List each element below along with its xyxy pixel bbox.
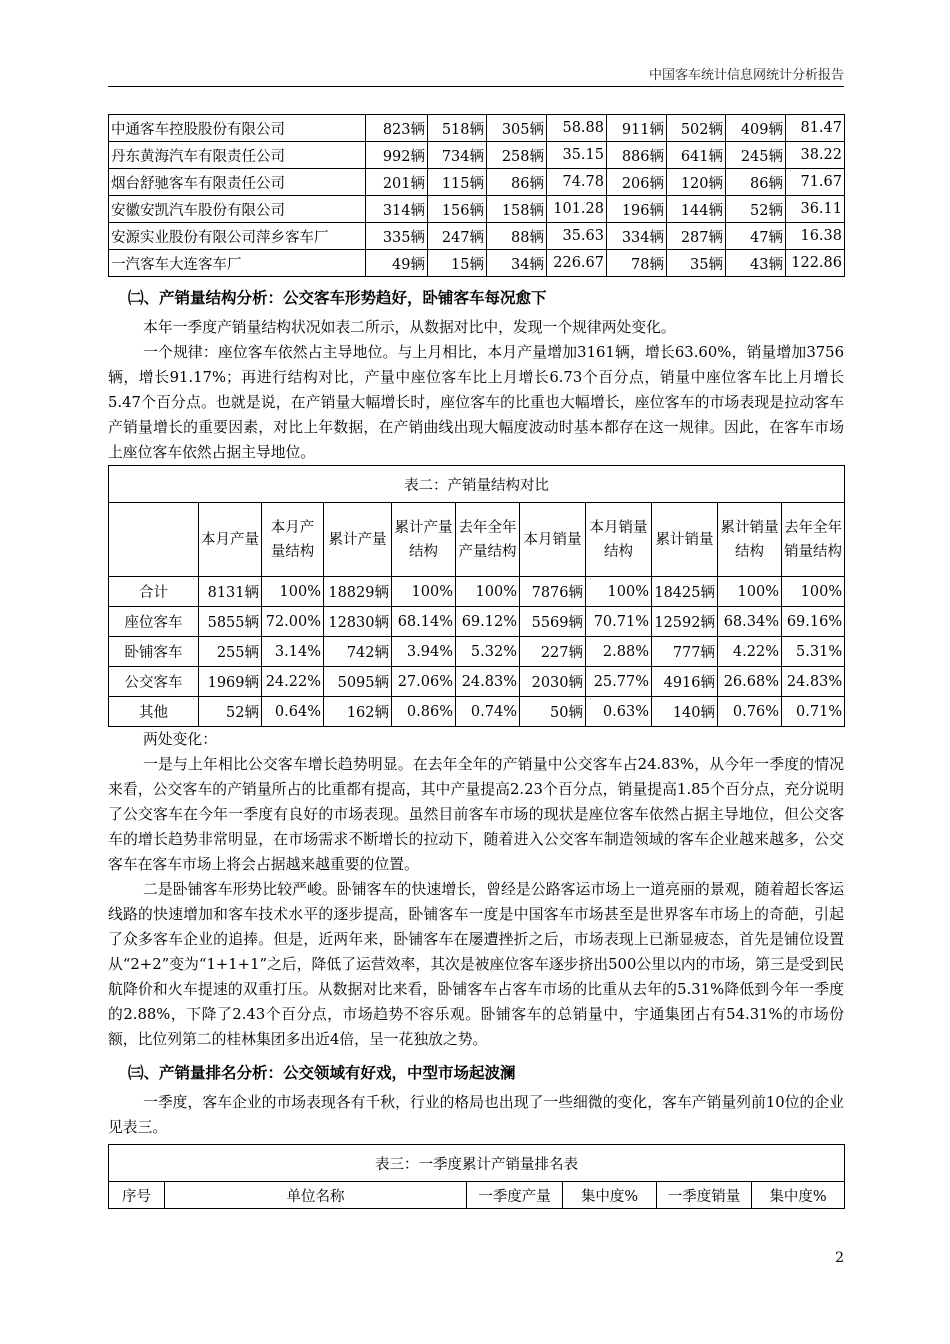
page-number: 2 [835,1250,844,1266]
value-cell: 12830辆 [324,607,392,637]
value-cell: 35.63 [547,223,607,250]
value-cell: 86辆 [487,169,547,196]
value-cell: 2.88% [586,637,652,667]
section-3-para-1: 一季度，客车企业的市场表现各有千秋，行业的格局也出现了一些细微的变化，客车产销量列前10位的企业见表三。 [108,1094,844,1136]
value-cell: 0.76% [718,697,782,727]
value-cell: 0.63% [586,697,652,727]
value-cell: 101.28 [547,196,607,223]
value-cell: 27.06% [392,667,456,697]
value-cell: 100% [456,577,520,607]
column-header: 集中度% [752,1182,845,1209]
column-header: 本月销量结构 [586,503,652,577]
value-cell: 88辆 [487,223,547,250]
column-header: 一季度销量 [657,1182,752,1209]
value-cell: 3.94% [392,637,456,667]
value-cell: 52辆 [199,697,262,727]
value-cell: 0.64% [262,697,324,727]
column-header: 本月产量 [199,503,262,577]
value-cell: 18425辆 [652,577,718,607]
value-cell: 3.14% [262,637,324,667]
value-cell: 16.38 [786,223,845,250]
value-cell: 26.68% [718,667,782,697]
table-row [109,250,845,277]
value-cell: 518辆 [428,115,487,142]
value-cell: 100% [718,577,782,607]
value-cell: 81.47 [786,115,845,142]
section-2-para-1: 本年一季度产销量结构状况如表二所示，从数据对比中，发现一个规律两处变化。 [143,319,676,336]
ranking-table [108,1144,845,1209]
value-cell: 314辆 [366,196,428,223]
table-row [109,667,845,697]
column-header: 本月产量结构 [262,503,324,577]
value-cell: 502辆 [667,115,726,142]
value-cell: 69.12% [456,607,520,637]
column-header: 去年全年产量结构 [456,503,520,577]
structure-table [108,465,845,727]
table2-caption: 表二：产销量结构对比 [109,466,845,503]
company-table [108,114,845,277]
value-cell: 68.14% [392,607,456,637]
value-cell: 25.77% [586,667,652,697]
value-cell: 18829辆 [324,577,392,607]
value-cell: 100% [782,577,845,607]
column-header: 累计产量 [324,503,392,577]
value-cell: 12592辆 [652,607,718,637]
value-cell: 100% [262,577,324,607]
column-header: 序号 [109,1182,165,1209]
value-cell: 100% [586,577,652,607]
value-cell: 120辆 [667,169,726,196]
value-cell: 886辆 [607,142,667,169]
value-cell: 1969辆 [199,667,262,697]
table-row [109,169,845,196]
page-header [108,64,844,87]
value-cell: 69.16% [782,607,845,637]
value-cell: 15辆 [428,250,487,277]
company-name-cell: 丹东黄海汽车有限责任公司 [109,142,366,169]
value-cell: 335辆 [366,223,428,250]
page-content [108,114,844,1209]
value-cell: 777辆 [652,637,718,667]
value-cell: 50辆 [520,697,586,727]
value-cell: 255辆 [199,637,262,667]
changes-para-1: 一是与上年相比公交客车增长趋势明显。在去年全年的产销量中公交客车占24.83%，从今年一季度的情况来看，公交客车的产销量所占的比重都有提高，其中产量提高2.23个百分点，销量提高1.85个百分点，充分说明了公交客车在今年一季度有良好的市场表现。虽然目前客车市场的现状是座位客车依然占据主导地位，但公交客车的增长趋势非常明显，在市场需求不断增长的拉动下，随着进入公交客车制造领域的客车企业越来越多，公交客车在客车市场上将会占据越来越重要的位置。 [108,756,844,873]
table-row [109,196,845,223]
company-name-cell: 中通客车控股股份有限公司 [109,115,366,142]
section-3-title: ㈢、产销量排名分析：公交领域有好戏，中型市场起波澜 [128,1064,516,1082]
table-row [109,223,845,250]
value-cell: 5569辆 [520,607,586,637]
company-name-cell: 安徽安凯汽车股份有限公司 [109,196,366,223]
value-cell: 196辆 [607,196,667,223]
value-cell: 140辆 [652,697,718,727]
table-header-row [109,1182,845,1209]
row-label-cell: 公交客车 [109,667,199,697]
value-cell: 122.86 [786,250,845,277]
value-cell: 992辆 [366,142,428,169]
value-cell: 201辆 [366,169,428,196]
value-cell: 24.22% [262,667,324,697]
value-cell: 24.83% [456,667,520,697]
section-2-para-2: 一个规律：座位客车依然占主导地位。与上月相比，本月产量增加3161辆，增长63.60%，销量增加3756辆，增长91.17%；再进行结构对比，产量中座位客车比上月增长6.73个百分点，销量中座位客车比上月增长5.47个百分点。也就是说，在产销量大幅增长时，座位客车的比重也大幅增长，座位客车的市场表现是拉动客车产销量增长的重要因素，对比上年数据，在产销曲线出现大幅度波动时基本都存在这一规律。因此，在客车市场上座位客车依然占据主导地位。 [108,344,844,461]
company-name-cell: 安源实业股份有限公司萍乡客车厂 [109,223,366,250]
value-cell: 78辆 [607,250,667,277]
row-label-cell: 座位客车 [109,607,199,637]
value-cell: 8131辆 [199,577,262,607]
value-cell: 47辆 [726,223,786,250]
value-cell: 641辆 [667,142,726,169]
value-cell: 36.11 [786,196,845,223]
value-cell: 158辆 [487,196,547,223]
table-row [109,115,845,142]
value-cell: 911辆 [607,115,667,142]
row-label-cell: 卧铺客车 [109,637,199,667]
section-2-title: ㈡、产销量结构分析：公交客车形势趋好，卧铺客车每况愈下 [128,289,547,307]
value-cell: 24.83% [782,667,845,697]
column-header: 本月销量 [520,503,586,577]
table-row [109,577,845,607]
value-cell: 5.31% [782,637,845,667]
value-cell: 58.88 [547,115,607,142]
value-cell: 70.71% [586,607,652,637]
value-cell: 305辆 [487,115,547,142]
value-cell: 162辆 [324,697,392,727]
table-header-row [109,503,845,577]
value-cell: 68.34% [718,607,782,637]
value-cell: 43辆 [726,250,786,277]
table-row [109,697,845,727]
column-header: 一季度产量 [467,1182,563,1209]
value-cell: 144辆 [667,196,726,223]
value-cell: 71.67 [786,169,845,196]
value-cell: 4.22% [718,637,782,667]
value-cell: 2030辆 [520,667,586,697]
value-cell: 334辆 [607,223,667,250]
value-cell: 226.67 [547,250,607,277]
value-cell: 72.00% [262,607,324,637]
changes-para-2: 二是卧铺客车形势比较严峻。卧铺客车的快速增长，曾经是公路客运市场上一道亮丽的景观，随着超长客运线路的快速增加和客车技术水平的逐步提高，卧铺客车一度是中国客车市场甚至是世界客车市场上的奇葩，引起了众多客车企业的追捧。但是，近两年来，卧铺客车在屡遭挫折之后，市场表现上已渐显疲态，首先是铺位设置从“2+2”变为“1+1+1”之后，降低了运营效率，其次是被座位客车逐步挤出500公里以内的市场，第三是受到民航降价和火车提速的双重打压。从数据对比来看，卧铺客车占客车市场的比重从去年的5.31%降低到今年一季度的2.88%，下降了2.43个百分点，市场趋势不容乐观。卧铺客车的总销量中，宇通集团占有54.31%的市场份额，比位列第二的桂林集团多出近4倍，呈一花独放之势。 [108,881,844,1048]
value-cell: 5.32% [456,637,520,667]
value-cell: 247辆 [428,223,487,250]
table-row [109,607,845,637]
value-cell: 742辆 [324,637,392,667]
row-label-cell: 合计 [109,577,199,607]
value-cell: 734辆 [428,142,487,169]
value-cell: 5855辆 [199,607,262,637]
value-cell: 7876辆 [520,577,586,607]
table-row [109,637,845,667]
value-cell: 0.74% [456,697,520,727]
value-cell: 0.86% [392,697,456,727]
company-name-cell: 烟台舒驰客车有限责任公司 [109,169,366,196]
value-cell: 156辆 [428,196,487,223]
row-label-cell: 其他 [109,697,199,727]
value-cell: 49辆 [366,250,428,277]
column-header: 单位名称 [165,1182,467,1209]
changes-intro: 两处变化： [143,731,217,748]
value-cell: 0.71% [782,697,845,727]
value-cell: 38.22 [786,142,845,169]
value-cell: 52辆 [726,196,786,223]
value-cell: 258辆 [487,142,547,169]
value-cell: 34辆 [487,250,547,277]
table-row [109,142,845,169]
header-blank-cell [109,503,199,577]
column-header: 去年全年销量结构 [782,503,845,577]
column-header: 累计销量 [652,503,718,577]
company-name-cell: 一汽客车大连客车厂 [109,250,366,277]
header-title: 中国客车统计信息网统计分析报告 [648,68,844,83]
value-cell: 4916辆 [652,667,718,697]
value-cell: 409辆 [726,115,786,142]
table3-caption: 表三：一季度累计产销量排名表 [109,1145,845,1182]
column-header: 集中度% [563,1182,657,1209]
value-cell: 227辆 [520,637,586,667]
column-header: 累计销量结构 [718,503,782,577]
value-cell: 35.15 [547,142,607,169]
value-cell: 5095辆 [324,667,392,697]
value-cell: 100% [392,577,456,607]
value-cell: 206辆 [607,169,667,196]
value-cell: 35辆 [667,250,726,277]
value-cell: 287辆 [667,223,726,250]
value-cell: 86辆 [726,169,786,196]
column-header: 累计产量结构 [392,503,456,577]
value-cell: 115辆 [428,169,487,196]
value-cell: 74.78 [547,169,607,196]
value-cell: 245辆 [726,142,786,169]
value-cell: 823辆 [366,115,428,142]
